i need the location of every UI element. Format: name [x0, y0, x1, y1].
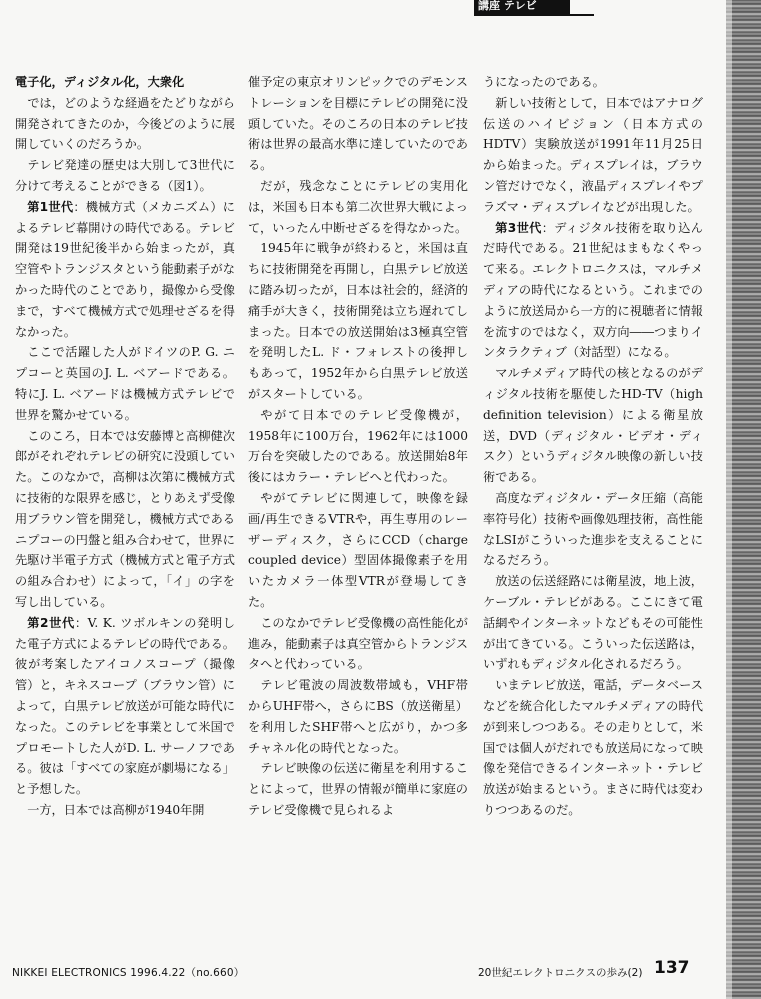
text-column-2	[248, 72, 468, 821]
paragraph: 催予定の東京オリンピックでのデモンストレーションを目標にテレビの開発に没頭していた。そのころの日本のテレビ技術は世界の最高水準に達していたのである。	[248, 75, 468, 173]
paragraph: うになったのである。	[483, 75, 605, 89]
paragraph-body: ：V. K. ツボルキンの発明した電子方式によるテレビの時代である。彼が考案したアイコノスコープ（撮像管）と，キネスコープ（ブラウン管）によって，白黒テレビ放送が可能な時代になった。このテレビを事業として米国でプロモートした人がD. L. サーノフである。彼は「すべての家庭が劇場になる」と予想した。	[15, 615, 235, 797]
paragraph: テレビ映像の伝送に衛星を利用することによって，世界の情報が簡単に家庭のテレビ受像機で見られるよ	[248, 761, 468, 817]
page-number: 137	[654, 958, 690, 978]
section-tab-rule	[474, 14, 594, 16]
scan-edge-shadow	[726, 0, 761, 999]
generation-lead: 第1世代	[27, 199, 74, 214]
paragraph: このころ，日本では安藤博と高柳健次郎がそれぞれテレビの研究に没頭していた。このなかで，高柳は次第に機械方式に技術的な限界を感じ，とりあえず受像用ブラウン管を開発し，機械方式であるニプコーの円盤と組み合わせて，世界に先駆け半電子方式（機械方式と電子方式の組み合わせ）によって，「イ」の字を写し出している。	[15, 428, 235, 609]
paragraph: テレビ電波の周波数帯域も，VHF帯からUHF帯へ，さらにBS（放送衛星）を利用したSHF帯へと広がり，かつ多チャネル化の時代となった。	[248, 678, 468, 755]
paragraph: やがてテレビに関連して，映像を録画/再生できるVTRや，再生専用のレーザーディスク，さらにCCD（charge coupled device）型固体撮像素子を用いたカメラ一体型VTRが登場してきた。	[248, 490, 468, 609]
paragraph: テレビ発達の歴史は大別して3世代に分けて考えることができる（図1）。	[15, 158, 235, 193]
paragraph: 高度なディジタル・データ圧縮（高能率符号化）技術や画像処理技術，高性能なLSIがこういった進歩を支えることになるだろう。	[483, 490, 703, 568]
paragraph: 1945年に戦争が終わると，米国は直ちに技術開発を再開し，白黒テレビ放送に踏み切ったが，日本は社会的，経済的痛手が大きく，技術開発は立ち遅れてしまった。日本での放送開始は3極真空管を発明したL. ド・フォレストの後押しもあって，1952年から白黒テレビ放送がスタートしている。	[248, 241, 468, 401]
paragraph: 放送の伝送経路には衛星波，地上波，ケーブル・テレビがある。ここにきて電話網やインターネットなどもその可能性が出てきている。こういった伝送路は，いずれもディジタル化されるだろう。	[483, 574, 703, 672]
paragraph: いまテレビ放送，電話，データベースなどを統合化したマルチメディアの時代が到来しつつある。その走りとして，米国では個人がだれでも放送局になって映像を発信できるインターネット・テレビ放送が始まるという。まさに時代は変わりつつあるのだ。	[483, 678, 703, 817]
paragraph: 新しい技術として，日本ではアナログ伝送のハイビジョン（日本方式のHDTV）実験放送が1991年11月25日から始まった。ディスプレイは，ブラウン管だけでなく，液晶ディスプレイやプラズマ・ディスプレイなどが出現した。	[483, 95, 703, 214]
text-column-1	[15, 72, 235, 821]
paragraph	[15, 613, 235, 800]
paragraph-body: ：ディジタル技術を取り込んだ時代である。21世紀はまもなくやって来る。エレクトロニクスは，マルチメディアの時代になるという。これまでのように放送局から一方的に視聴者に情報を流すのではなく，双方向――つまりインタラクティブ（対話型）になる。	[483, 220, 703, 360]
paragraph: マルチメディア時代の核となるのがディジタル技術を駆使したHD-TV（high definition television）による衛星放送，DVD（ディジタル・ビデオ・ディスク）というディジタル映像の新しい技術である。	[483, 366, 703, 485]
paragraph	[15, 197, 235, 343]
section-heading: 電子化，ディジタル化，大衆化	[15, 75, 185, 89]
paragraph: やがて日本でのテレビ受像機が，1958年に100万台，1962年には1000万台を突破したのである。放送開始8年後にはカラー・テレビへと代わった。	[248, 407, 468, 485]
paragraph: では，どのような経過をたどりながら開発されてきたのか，今後どのように展開していくのだろうか。	[15, 95, 235, 152]
generation-lead: 第2世代	[27, 615, 75, 630]
generation-lead: 第3世代	[495, 220, 542, 235]
paragraph: このなかでテレビ受像機の高性能化が進み，能動素子は真空管からトランジスタへと代わっている。	[248, 615, 468, 672]
footer-publication: NIKKEI ELECTRONICS 1996.4.22（no.660）	[12, 967, 245, 979]
paragraph: だが，残念なことにテレビの実用化は，米国も日本も第二次世界大戦によって，いったん中断せざるを得なかった。	[248, 178, 468, 235]
section-tab: 講座 テレビ	[474, 0, 570, 14]
paragraph: 一方，日本では高柳が1940年開	[27, 802, 205, 817]
paragraph	[483, 218, 703, 364]
paragraph: ここで活躍した人がドイツのP. G. ニプコーと英国のJ. L. ベアードである。特にJ. L. ベアードは機械方式テレビで世界を驚かせている。	[15, 345, 235, 422]
text-column-3	[483, 72, 703, 821]
paragraph-body: ：機械方式（メカニズム）によるテレビ幕開けの時代である。テレビ開発は19世紀後半から始まったが，真空管やトランジスタという能動素子がなかった時代のことであり，撮像から受像まで，すべて機械方式で処理せざるを得なかった。	[15, 199, 235, 339]
footer-series-title: 20世紀エレクトロニクスの歩み(2)	[478, 967, 643, 979]
